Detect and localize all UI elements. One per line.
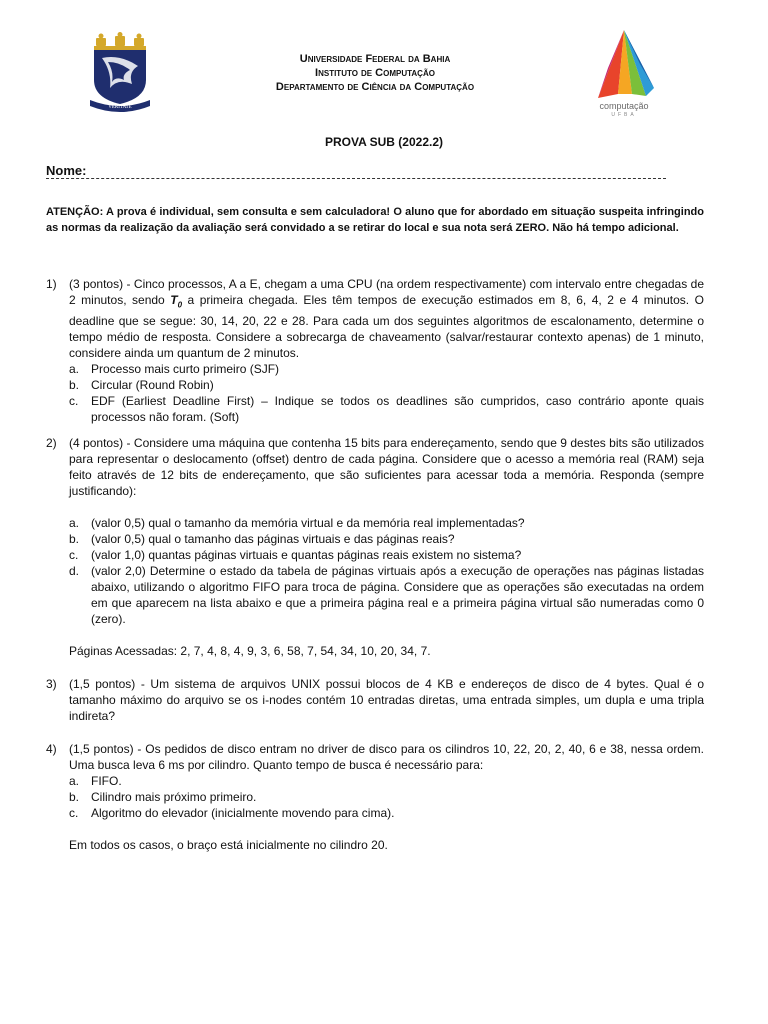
list-item: c. (valor 1,0) quantas páginas virtuais e quantas páginas reais existem no sistema? [69,548,522,562]
question-note: Em todos os casos, o braço está inicialmente no cilindro 20. [69,838,388,852]
pages-accessed: Páginas Acessadas: 2, 7, 4, 8, 4, 9, 3, 6, 58, 7, 54, 34, 10, 20, 34, 7. [69,644,431,658]
question-2 [46,435,704,659]
department-name: Departamento de Ciência da Computação [275,81,475,93]
attention-lead: ATENÇÃO: [46,206,104,218]
institute-name: Instituto de Computação [315,67,435,79]
list-item: d. (valor 2,0) Determine o estado da tabela de páginas virtuais após a execução de operações nas páginas listadas abaixo, utilizando o algoritmo FIFO para troca de página. Considere que as operações são executadas na ordem em que aparecem na lista abaixo e que a primeira página real e a primeira página virtual são numeradas como 0 (zero). [69,564,704,626]
name-label: Nome: [46,163,87,178]
logo-right-subtitle: UFBA [611,112,637,118]
exam-title: PROVA SUB (2022.2) [324,135,444,149]
list-item: b. (valor 0,5) qual o tamanho das páginas virtuais e das páginas reais? [69,532,455,546]
ufba-coat-of-arms-logo [88,32,152,116]
list-item: a. (valor 0,5) qual o tamanho da memória virtual e da memória real implementadas? [69,516,525,530]
list-item: c. EDF (Earliest Deadline First) – Indique se todos os deadlines são cumpridos, caso contrário aponte quais processos não foram. (Soft) [69,394,704,425]
question-number: 2) [46,436,57,450]
question-text: (1,5 pontos) - Os pedidos de disco entram no driver de disco para os cilindros 10, 22, 20, 2, 40, 6 e 38, nessa ordem. Uma busca leva 6 ms por cilindro. Quanto tempo de busca é necessário para: [69,742,704,772]
institution-header [200,52,550,94]
question-text: (1,5 pontos) - Um sistema de arquivos UNIX possui blocos de 4 KB e endereços de disco de 4 bytes. Qual é o tamanho máximo do arquivo se os i-nodes contém 10 entradas diretas, uma entrada simples, um dupla e uma tripla indireta? [69,677,704,723]
question-3 [46,676,704,724]
list-item: a. Processo mais curto primeiro (SJF) [69,362,280,377]
list-item: b. Circular (Round Robin) [69,378,214,393]
name-dashed-line [46,178,666,179]
attention-notice [46,205,704,236]
list-item: a. FIFO. [69,774,122,788]
t0-symbol: $T_0$ [170,293,183,310]
question-1 [46,276,704,425]
svg-text:VERITATE: VERITATE [108,105,132,110]
question-number: 1) [46,277,57,291]
list-item: c. Algoritmo do elevador (inicialmente movendo para cima). [69,806,395,820]
logo-right-caption: computação [599,101,649,111]
university-name: Universidade Federal da Bahia [299,53,451,65]
list-item: b. Cilindro mais próximo primeiro. [69,790,257,804]
question-text: (3 pontos) - Cinco processos, A a E, chegam a uma CPU (na ordem respectivamente) com intervalo entre chegadas de 2 minutos, sendo $T_0$ a primeira chegada. Eles têm tempos de execução estimados em 8, 6, 4, 2 e 4 minutos. O deadline que se segue: 30, 14, 20, 22 e 28. Para cada um dos seguintes algoritmos de escalonamento, determine o tempo médio de resposta. Considere a sobrecarga de chaveamento (salvar/restaurar contexto apenas) de 1 minuto, considere ainda um quantum de 2 minutos. [69,277,704,361]
attention-text: A prova é individual, sem consulta e sem calculadora! O aluno que for abordado em situação suspeita infringindo as normas da realização da avaliação será convidado a se retirar do local e sua nota será ZERO. Não há tempo adicional. [46,206,704,234]
question-number: 3) [46,677,57,691]
question-4 [46,741,704,853]
question-text: (4 pontos) - Considere uma máquina que contenha 15 bits para endereçamento, sendo que 9 destes bits são utilizados para representar o deslocamento (offset) dentro de cada página. Considere que o acesso a memória real (RAM) seja feito através de 12 bits de endereçamento, que são suficientes para acessar toda a memória. Responda (sempre justificando): [69,436,704,498]
question-number: 4) [46,742,57,756]
